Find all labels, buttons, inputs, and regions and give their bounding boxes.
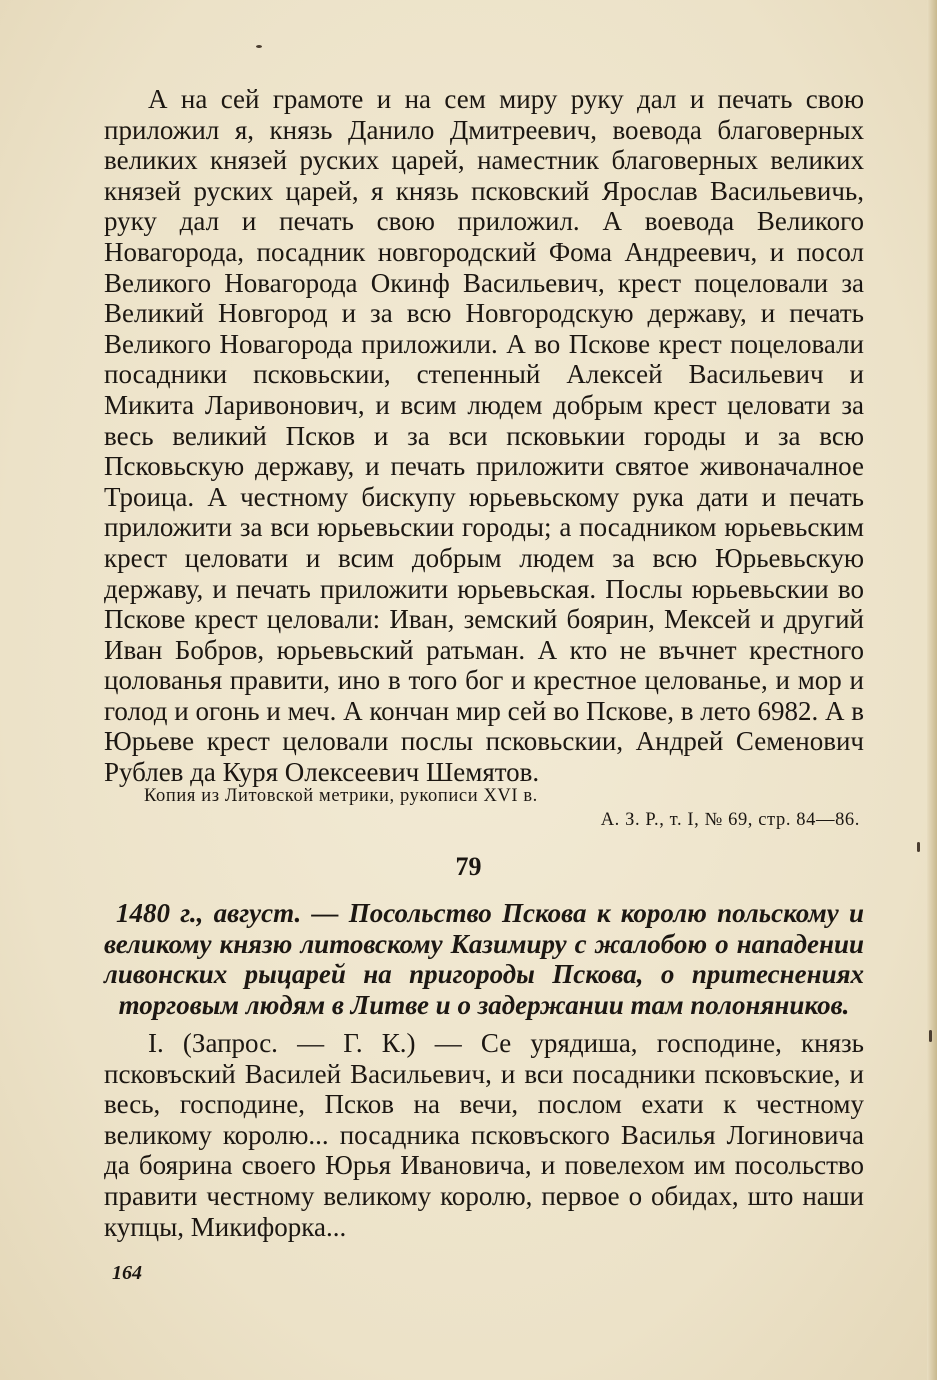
source-citation bbox=[104, 784, 864, 832]
source-line-1: Копия из Литовской метрики, рукописи XVI в. bbox=[144, 786, 538, 806]
section-paragraph: I. (Запрос. — Г. К.) — Се урядиша, господине, князь псковъский Василей Васильевич, и вси посадники псковъские, и весь, господине, Псков на вечи, послом ехати к честному великому королю... посадника псковъского Василья Логиновича да боярина своего Юрья Ивановича, и повелехом им посольство правити честному великому королю, первое о обидах, што наши купцы, Микифорка... bbox=[104, 1028, 864, 1242]
page-edge bbox=[927, 0, 937, 1380]
document-body bbox=[104, 84, 864, 788]
ink-speck bbox=[256, 45, 262, 48]
ink-speck bbox=[929, 1030, 932, 1042]
main-paragraph: А на сей грамоте и на сем миру руку дал и печать свою приложил я, князь Данило Дмитреевич, воевода благоверных великих князей руских царей, наместник благоверных великих князей руских царей, я князь псковский Ярослав Васильевичь, руку дал и печать свою приложил. А воевода Великого Новагорода, посадник новгородский Фома Андреевич, и посол Великого Новагорода Окинф Васильевич, крест поцеловали за Великий Новгород и за всю Новгородскую державу, и печать Великого Новагорода приложили. А во Пскове крест поцеловали посадники псковьскии, степенный Алексей Васильевич и Микита Ларивонович, и всим людем добрым крест целовати за весь великий Псков и за вси псковькии городы и за всю Псковьскую державу, и печать приложити святое живоначалное Троица. А честному бискупу юрьевьскому рука дати и печать приложити за вси юрьевьскии городы; а посадником юрьевьским крест целовати и всим добрым людем за всю Юрьевьскую державу, и печать приложити юрьевьская. Послы юрьевьскии во Пскове крест целовали: Иван, земский боярин, Мексей и другий Иван Бобров, юрьевьский ратьман. А кто не въчнет крестного цолованья правити, ино в того бог и крестное целованье, и мор и голод и огонь и меч. А кончан мир сей во Пскове, в лето 6982. А в Юрьеве крест целовали послы псковьскии, Андрей Семенович Рублев да Куря Олексеевич Шемятов. bbox=[104, 84, 864, 788]
source-line-2: А. З. Р., т. I, № 69, стр. 84—86. bbox=[600, 810, 860, 830]
document-heading: 1480 г., август. — Посольство Пскова к королю польскому и великому князю литовскому Казимиру с жалобою о нападении ливонских рыцарей на пригороды Пскова, о притеснениях торговым людям в Литве и о задержании там полоняников. bbox=[104, 898, 864, 1020]
page-number: 164 bbox=[112, 1262, 142, 1284]
ink-speck bbox=[917, 842, 920, 852]
document-number: 79 bbox=[455, 852, 482, 881]
